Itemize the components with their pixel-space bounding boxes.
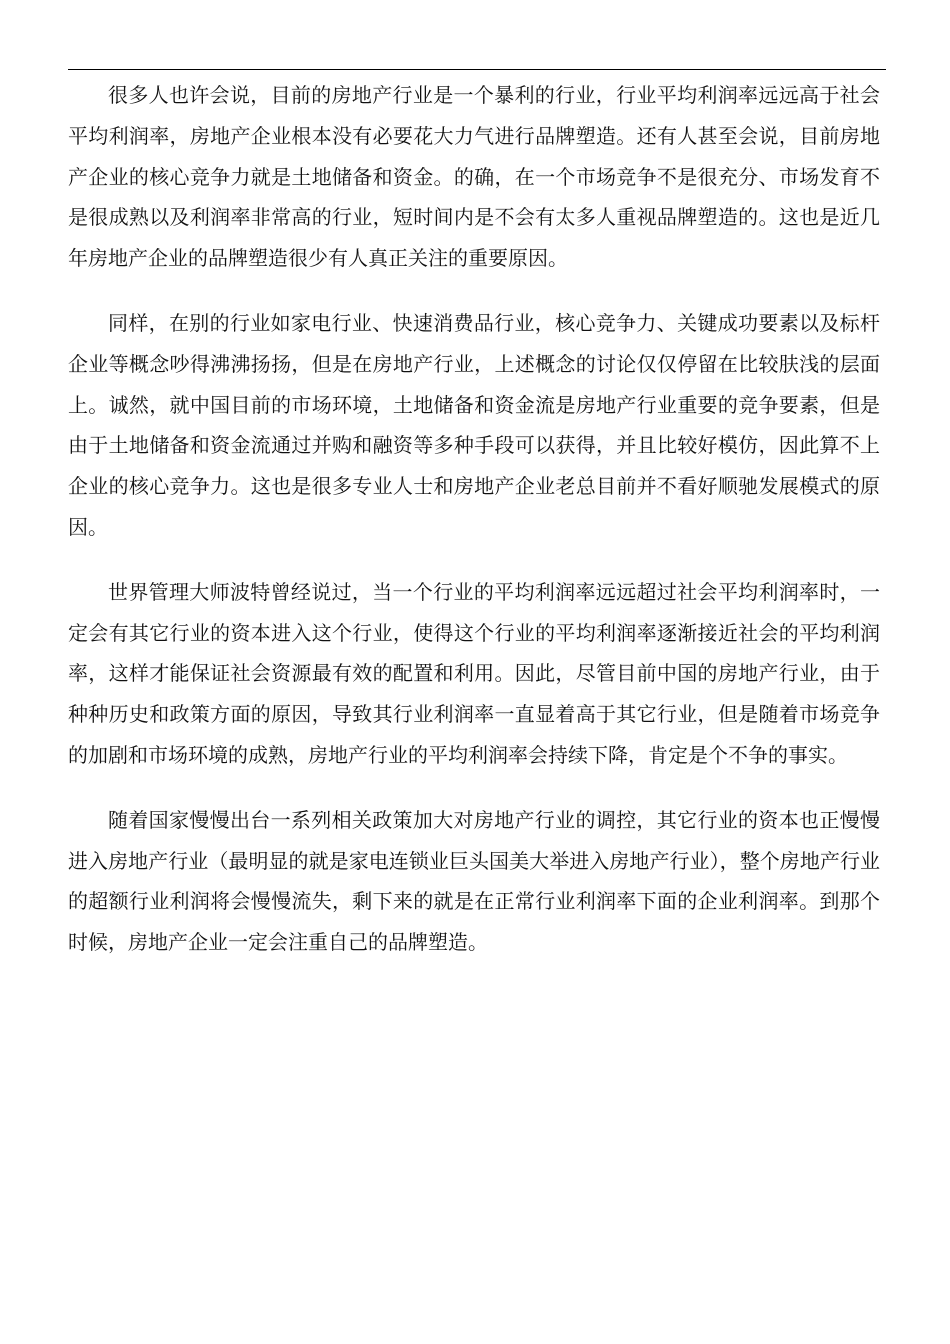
paragraph-4: 随着国家慢慢出台一系列相关政策加大对房地产行业的调控，其它行业的资本也正慢慢进入房地产行业（最明显的就是家电连锁业巨头国美大举进入房地产行业），整个房地产行业的超额行业利润将会慢慢流失，剩下来的就是在正常行业利润率下面的企业利润率。到那个时候，房地产企业一定会注重自己的品牌塑造。: [68, 807, 880, 955]
paragraph-3: 世界管理大师波特曾经说过，当一个行业的平均利润率远远超过社会平均利润率时，一定会有其它行业的资本进入这个行业，使得这个行业的平均利润率逐渐接近社会的平均利润率，这样才能保证社会资源最有效的配置和利用。因此，尽管目前中国的房地产行业，由于种种历史和政策方面的原因，导致其行业利润率一直显着高于其它行业，但是随着市场竞争的加剧和市场环境的成熟，房地产行业的平均利润率会持续下降，肯定是个不争的事实。: [68, 579, 880, 767]
paragraph-2: 同样，在别的行业如家电行业、快速消费品行业，核心竞争力、关键成功要素以及标杆企业等概念吵得沸沸扬扬，但是在房地产行业，上述概念的讨论仅仅停留在比较肤浅的层面上。诚然，就中国目前的市场环境，土地储备和资金流是房地产行业重要的竞争要素，但是由于土地储备和资金流通过并购和融资等多种手段可以获得，并且比较好模仿，因此算不上企业的核心竞争力。这也是很多专业人士和房地产企业老总目前并不看好顺驰发展模式的原因。: [68, 310, 880, 539]
header-rule: [68, 69, 886, 70]
document-body: [68, 75, 880, 987]
paragraph-1: 很多人也许会说，目前的房地产行业是一个暴利的行业，行业平均利润率远远高于社会平均利润率，房地产企业根本没有必要花大力气进行品牌塑造。还有人甚至会说，目前房地产企业的核心竞争力就是土地储备和资金。的确，在一个市场竞争不是很充分、市场发育不是很成熟以及利润率非常高的行业，短时间内是不会有太多人重视品牌塑造的。这也是近几年房地产企业的品牌塑造很少有人真正关注的重要原因。: [68, 83, 880, 271]
